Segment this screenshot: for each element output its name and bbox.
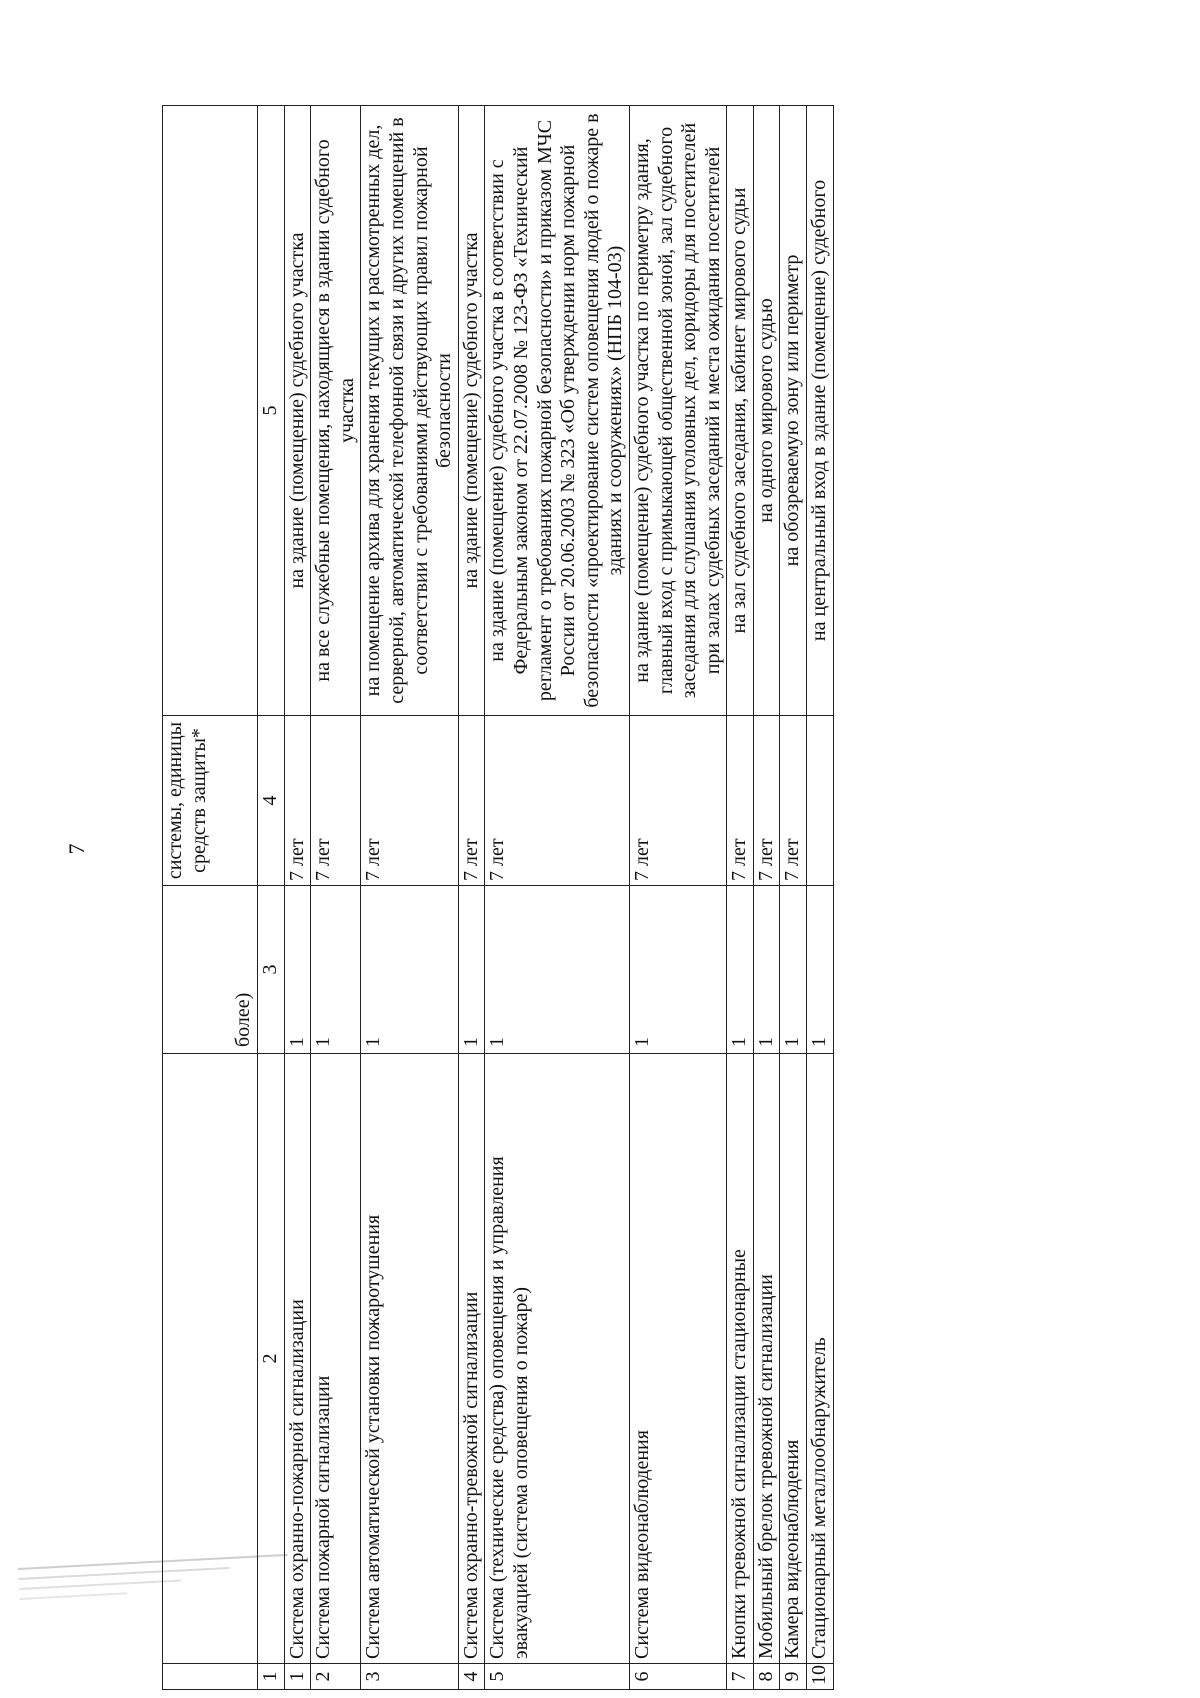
row-qty: 1: [753, 886, 780, 1054]
header-cell-qty: более): [163, 886, 258, 1054]
table-row: [753, 106, 780, 1690]
row-name: Система автоматической установки пожаротушения: [361, 1054, 458, 1664]
row-qty: 1: [284, 886, 311, 1054]
table-row: [807, 106, 834, 1690]
page-number: 7: [64, 843, 89, 855]
row-qty: 1: [458, 886, 485, 1054]
table-row: [485, 106, 630, 1690]
row-term: 7 лет: [727, 716, 754, 886]
row-scope: на помещение архива для хранения текущих и рассмотренных дел, серверной, автоматической телефонной связи и других помещений в соответствии с требованиями действующих правил пожарной безопасности: [361, 106, 458, 716]
row-term: [807, 716, 834, 886]
row-name: Система пожарной сигнализации: [311, 1054, 361, 1664]
row-qty: 1: [629, 886, 726, 1054]
table-index-row: [258, 106, 285, 1690]
row-qty: 1: [727, 886, 754, 1054]
row-number: 9: [780, 1664, 807, 1690]
table-row: [780, 106, 807, 1690]
row-qty: 1: [361, 886, 458, 1054]
table-row: [727, 106, 754, 1690]
table-row: [311, 106, 361, 1690]
row-scope: на зал судебного заседания, кабинет мирового судьи: [727, 106, 754, 716]
rotated-table-container: [162, 106, 1098, 1690]
row-number: 1: [284, 1664, 311, 1690]
row-scope: на здание (помещение) судебного участка: [458, 106, 485, 716]
row-name: Система охранно-пожарной сигнализации: [284, 1054, 311, 1664]
row-term: 7 лет: [458, 716, 485, 886]
row-number: 8: [753, 1664, 780, 1690]
header-cell-scope: [163, 106, 258, 716]
row-qty: 1: [311, 886, 361, 1054]
equipment-table: [162, 105, 834, 1690]
row-qty: 1: [780, 886, 807, 1054]
row-term: 7 лет: [284, 716, 311, 886]
row-qty: 1: [485, 886, 630, 1054]
table-row: [458, 106, 485, 1690]
table-row: [361, 106, 458, 1690]
index-cell: 5: [258, 106, 285, 716]
index-cell: 2: [258, 1054, 285, 1664]
row-scope: на одного мирового судью: [753, 106, 780, 716]
row-term: 7 лет: [753, 716, 780, 886]
row-number: 4: [458, 1664, 485, 1690]
index-cell: 1: [258, 1664, 285, 1690]
index-cell: 3: [258, 886, 285, 1054]
row-number: 2: [311, 1664, 361, 1690]
header-cell-num: [163, 1664, 258, 1690]
row-number: 5: [485, 1664, 630, 1690]
row-name: Система охранно-тревожной сигнализации: [458, 1054, 485, 1664]
row-name: Стационарный металлообнаружитель: [807, 1054, 834, 1664]
row-term: 7 лет: [361, 716, 458, 886]
row-number: 6: [629, 1664, 726, 1690]
row-scope: на здание (помещение) судебного участка: [284, 106, 311, 716]
table-header-row: [163, 106, 258, 1690]
index-cell: 4: [258, 716, 285, 886]
row-term: 7 лет: [629, 716, 726, 886]
header-cell-name: [163, 1054, 258, 1664]
row-scope: на обозреваемую зону или периметр: [780, 106, 807, 716]
row-name: Система (технические средства) оповещения и управления эвакуацией (система оповещения о пожаре): [485, 1054, 630, 1664]
row-name: Мобильный брелок тревожной сигнализации: [753, 1054, 780, 1664]
row-term: 7 лет: [780, 716, 807, 886]
row-name: Камера видеонаблюдения: [780, 1054, 807, 1664]
row-number: 7: [727, 1664, 754, 1690]
row-name: Кнопки тревожной сигнализации стационарные: [727, 1054, 754, 1664]
row-qty: 1: [807, 886, 834, 1054]
table-row: [284, 106, 311, 1690]
row-scope: на все служебные помещения, находящиеся в здании судебного участка: [311, 106, 361, 716]
header-cell-term: системы, единицы средств защиты*: [163, 716, 258, 886]
row-scope: на центральный вход в здание (помещение) судебного: [807, 106, 834, 716]
row-scope: на здание (помещение) судебного участка по периметру здания, главный вход с примыкающей общественной зоной, зал судебного заседания для слушания уголовных дел, коридоры для посетителей при залах судебных заседаний и места ожидания посетителей: [629, 106, 726, 716]
row-name: Система видеонаблюдения: [629, 1054, 726, 1664]
table-row: [629, 106, 726, 1690]
row-term: 7 лет: [485, 716, 630, 886]
row-number: 10: [807, 1664, 834, 1690]
row-number: 3: [361, 1664, 458, 1690]
row-term: 7 лет: [311, 716, 361, 886]
row-scope: на здание (помещение) судебного участка в соответствии с Федеральным законом от 22.07.2008 № 123-ФЗ «Технический регламент о требованиях пожарной безопасности» и приказом МЧС России от 20.06.2003 № 323 «Об утверждении норм пожарной безопасности «проектирование систем оповещения людей о пожаре в зданиях и сооружениях» (НПБ 104-03): [485, 106, 630, 716]
